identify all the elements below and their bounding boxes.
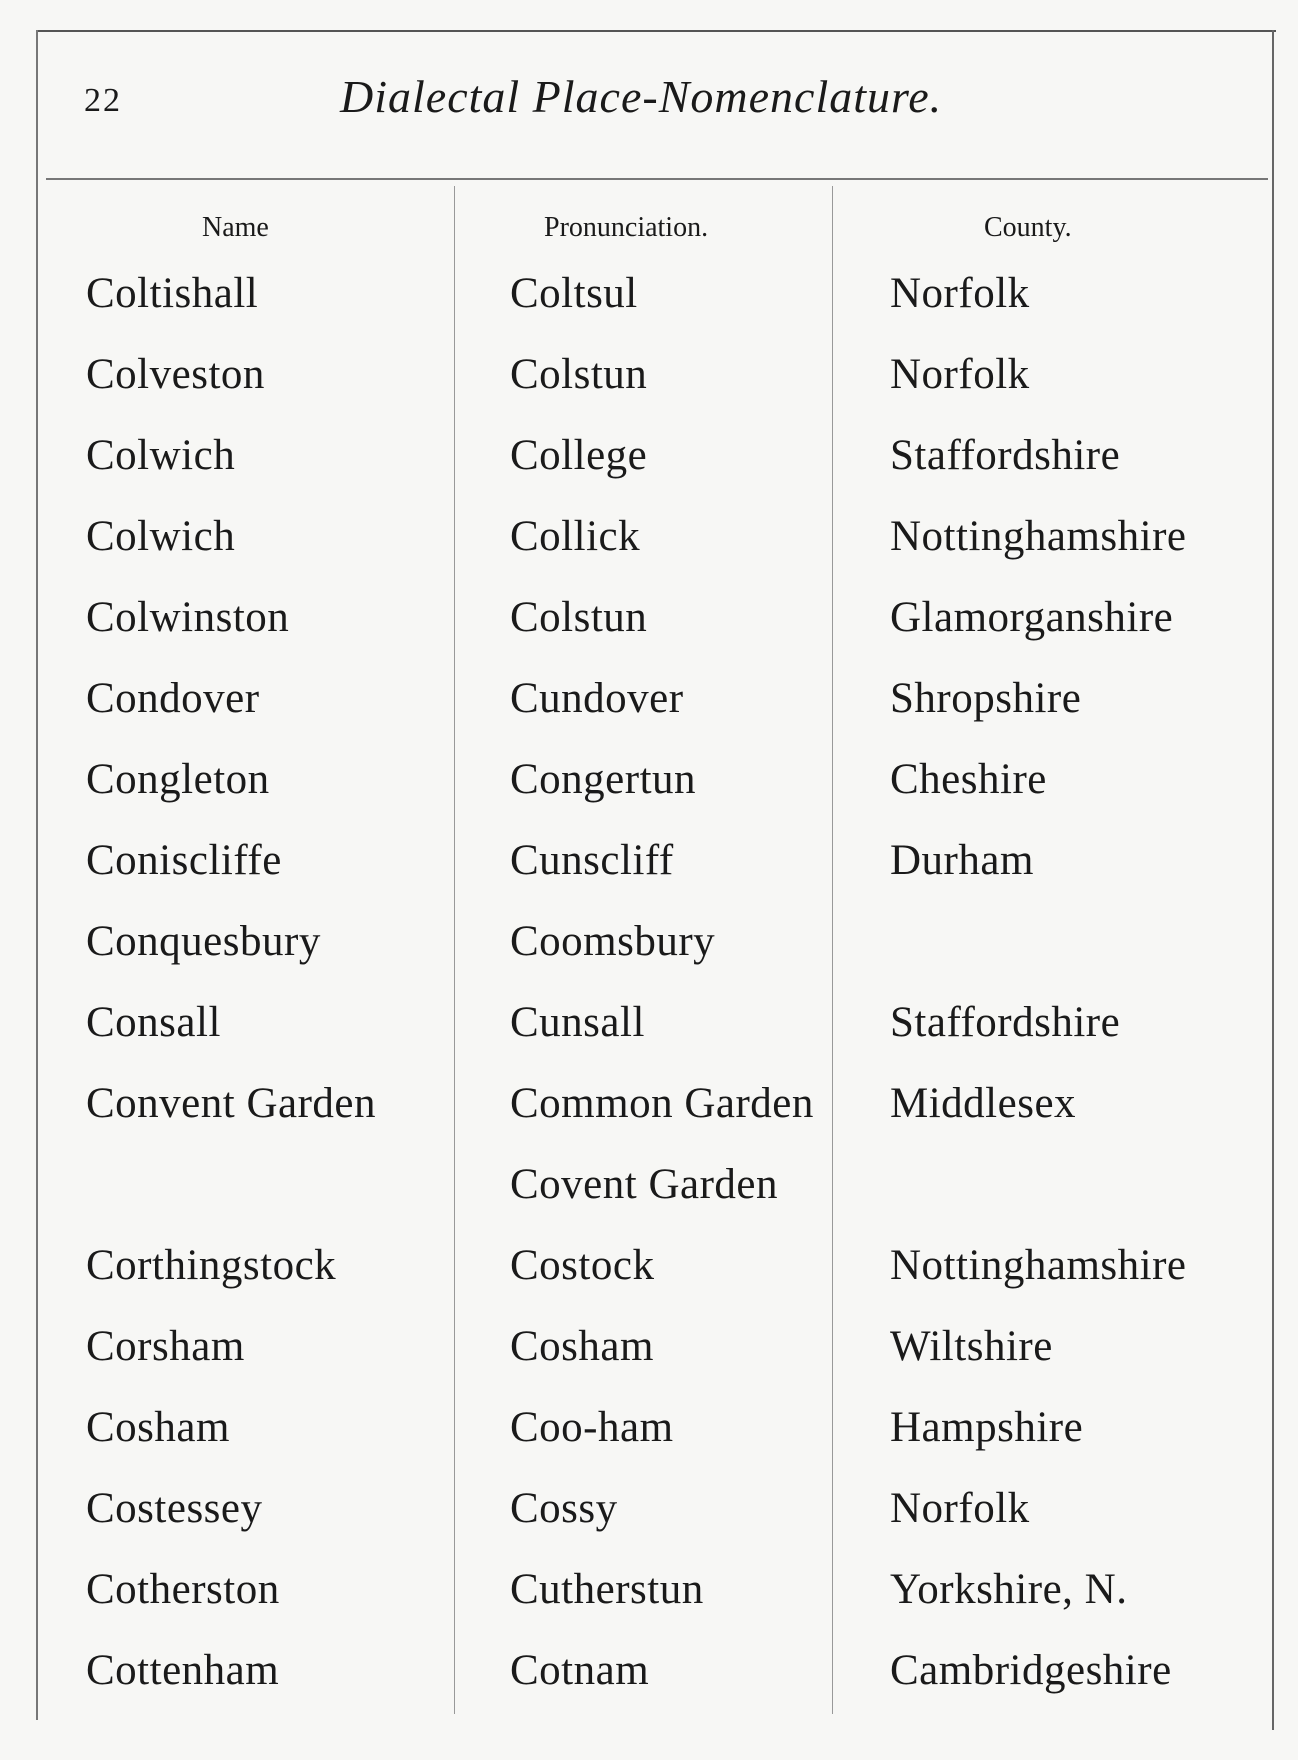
table-row: [0, 1562, 1298, 1632]
place-name: Colveston: [86, 351, 265, 398]
pronunciation: Cotnam: [510, 1647, 650, 1694]
table-row: [0, 671, 1298, 741]
pronunciation: Covent Garden: [510, 1161, 779, 1208]
county: Wiltshire: [890, 1323, 1053, 1370]
place-name: Conquesbury: [86, 918, 321, 965]
table-row: [0, 266, 1298, 336]
county: Cheshire: [890, 756, 1047, 803]
pronunciation: Cunscliff: [510, 837, 674, 884]
table-row: [0, 995, 1298, 1065]
place-name: Colwich: [86, 513, 236, 560]
pronunciation: Colstun: [510, 351, 648, 398]
place-name: Cottenham: [86, 1647, 280, 1694]
place-name: Coltishall: [86, 270, 259, 317]
place-name: Condover: [86, 675, 260, 722]
pronunciation: Cossy: [510, 1485, 618, 1532]
pronunciation: Common Garden: [510, 1080, 814, 1127]
table-row: [0, 833, 1298, 903]
pronunciation: Coltsul: [510, 270, 638, 317]
place-name: Colwinston: [86, 594, 290, 641]
pronunciation: Cutherstun: [510, 1566, 704, 1613]
place-name: Cosham: [86, 1404, 230, 1451]
column-header-county: County.: [984, 212, 1072, 243]
county: Nottinghamshire: [890, 1242, 1187, 1289]
county: Yorkshire, N.: [890, 1566, 1128, 1613]
place-name: Corsham: [86, 1323, 245, 1370]
column-header-name: Name: [202, 212, 269, 243]
place-name: Convent Garden: [86, 1080, 377, 1127]
county: Shropshire: [890, 675, 1082, 722]
county: Durham: [890, 837, 1034, 884]
table-row: [0, 1076, 1298, 1146]
table-row: [0, 752, 1298, 822]
pronunciation: Cosham: [510, 1323, 654, 1370]
table-row: [0, 347, 1298, 417]
pronunciation: Cundover: [510, 675, 684, 722]
county: Middlesex: [890, 1080, 1077, 1127]
county: Norfolk: [890, 1485, 1030, 1532]
table-row: [0, 1157, 1298, 1227]
place-name: Costessey: [86, 1485, 263, 1532]
place-name: Consall: [86, 999, 221, 1046]
table-row: [0, 1238, 1298, 1308]
pronunciation: Congertun: [510, 756, 697, 803]
page-number: 22: [84, 82, 122, 119]
county: Norfolk: [890, 270, 1030, 317]
county: Staffordshire: [890, 432, 1121, 479]
pronunciation: Coo-ham: [510, 1404, 674, 1451]
county: Norfolk: [890, 351, 1030, 398]
table-row: [0, 590, 1298, 660]
place-name: Congleton: [86, 756, 270, 803]
county: Cambridgeshire: [890, 1647, 1172, 1694]
table-row: [0, 509, 1298, 579]
pronunciation: Colstun: [510, 594, 648, 641]
table-row: [0, 1643, 1298, 1713]
table-row: [0, 1400, 1298, 1470]
pronunciation: Costock: [510, 1242, 655, 1289]
running-head: Dialectal Place-Nomenclature.: [340, 71, 943, 122]
place-name: Coniscliffe: [86, 837, 282, 884]
place-name: Cotherston: [86, 1566, 280, 1613]
pronunciation: Collick: [510, 513, 641, 560]
table-row: [0, 914, 1298, 984]
pronunciation: Coomsbury: [510, 918, 716, 965]
table-row: [0, 428, 1298, 498]
place-name: Colwich: [86, 432, 236, 479]
column-header-pronunciation: Pronunciation.: [544, 212, 709, 243]
pronunciation: College: [510, 432, 648, 479]
county: Staffordshire: [890, 999, 1121, 1046]
county: Hampshire: [890, 1404, 1084, 1451]
county: Glamorganshire: [890, 594, 1174, 641]
county: Nottinghamshire: [890, 513, 1187, 560]
pronunciation: Cunsall: [510, 999, 645, 1046]
table-row: [0, 1481, 1298, 1551]
place-name: Corthingstock: [86, 1242, 337, 1289]
table-row: [0, 1319, 1298, 1389]
